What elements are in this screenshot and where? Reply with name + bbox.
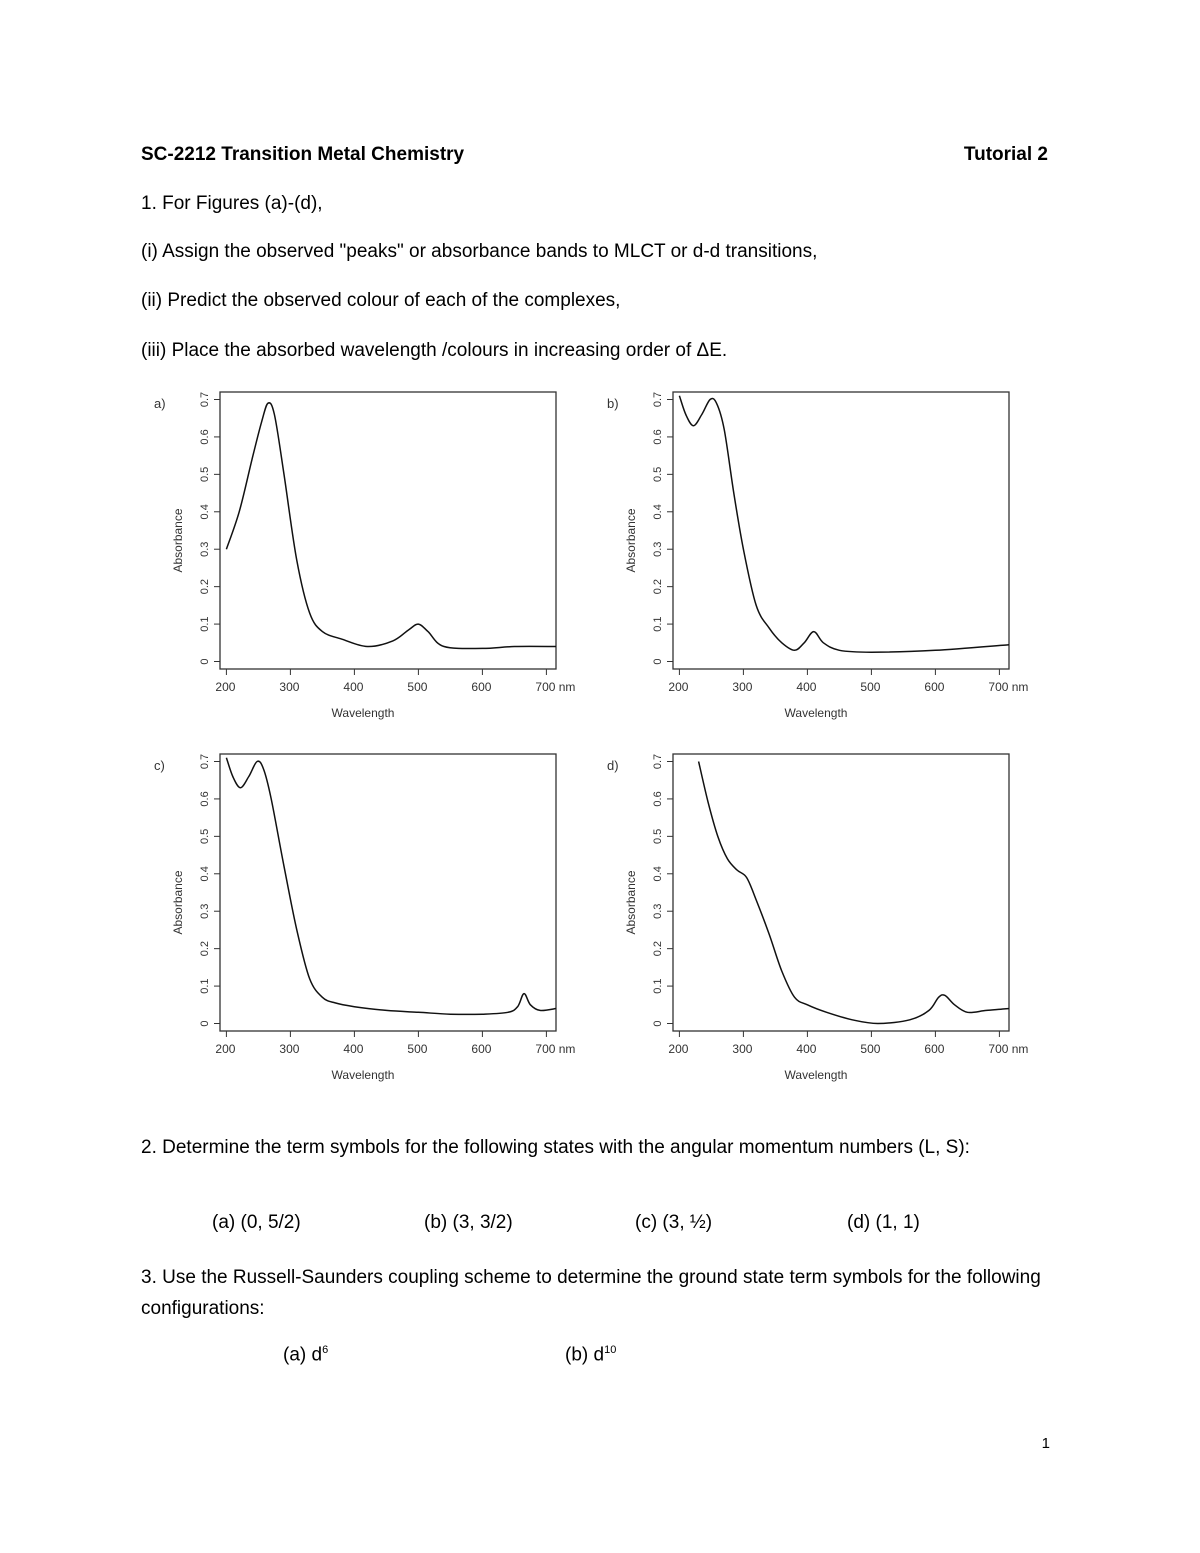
question-3-option-b (565, 1344, 616, 1366)
y-tick-label: 0.1 (652, 616, 664, 632)
y-axis-label: Absorbance (624, 870, 638, 935)
x-tick-label: 400 (796, 1042, 817, 1056)
x-tick-label: 200 (215, 680, 236, 694)
x-tick-label: 500 (407, 680, 428, 694)
y-tick-label: 0 (652, 658, 664, 665)
question-2-option-d: (d) (1, 1) (847, 1212, 920, 1233)
y-tick-label: 0 (199, 658, 211, 665)
absorbance-chart-b (603, 388, 1033, 728)
y-tick-label: 0.5 (652, 466, 664, 482)
question-1-part-ii: (ii) Predict the observed colour of each of the complexes, (141, 290, 621, 311)
question-3-text: 3. Use the Russell-Saunders coupling scheme to determine the ground state term symbols for the following configurations: (141, 1267, 1041, 1319)
absorbance-chart-a (150, 388, 580, 728)
y-tick-label: 0.1 (652, 978, 664, 994)
chart-svg (150, 388, 580, 728)
x-tick-label: 700 nm (988, 680, 1029, 694)
y-tick-label: 0.2 (652, 579, 664, 595)
chart-svg (603, 750, 1033, 1090)
y-tick-label: 0.5 (652, 828, 664, 844)
y-tick-label: 0.6 (652, 791, 664, 807)
y-tick-label: 0.2 (199, 579, 211, 595)
question-2-text: 2. Determine the term symbols for the following states with the angular momentum numbers (L, S): (141, 1137, 970, 1158)
y-tick-label: 0.7 (199, 391, 211, 408)
absorbance-series-line (226, 403, 556, 649)
x-tick-label: 600 (471, 1042, 492, 1056)
x-tick-label: 400 (796, 680, 817, 694)
x-axis-label: Wavelength (784, 1068, 848, 1082)
y-axis-label: Absorbance (171, 508, 185, 573)
y-tick-label: 0.5 (199, 466, 211, 482)
x-tick-label: 300 (732, 680, 753, 694)
y-tick-label: 0.4 (199, 504, 211, 520)
x-tick-label: 700 nm (988, 1042, 1029, 1056)
x-tick-label: 200 (668, 680, 689, 694)
y-tick-label: 0.7 (652, 391, 664, 408)
panel-label: c) (154, 758, 165, 773)
y-tick-label: 0.3 (199, 903, 211, 919)
question-3-option-b-label: (b) d (565, 1344, 605, 1366)
x-axis-label: Wavelength (784, 706, 848, 720)
tutorial-label: Tutorial 2 (963, 144, 1048, 165)
x-tick-label: 600 (924, 680, 945, 694)
question-1-intro: 1. For Figures (a)-(d), (141, 193, 323, 214)
question-2-option-a: (a) (0, 5/2) (212, 1212, 301, 1233)
y-tick-label: 0.5 (199, 828, 211, 844)
y-tick-label: 0.3 (652, 903, 664, 919)
chart-svg (603, 388, 1033, 728)
x-tick-label: 600 (924, 1042, 945, 1056)
y-tick-label: 0.6 (199, 429, 211, 445)
x-tick-label: 500 (407, 1042, 428, 1056)
question-1-part-i: (i) Assign the observed "peaks" or absorbance bands to MLCT or d-d transitions, (141, 241, 818, 262)
x-tick-label: 700 nm (535, 1042, 576, 1056)
plot-frame (673, 754, 1009, 1031)
x-tick-label: 400 (343, 680, 364, 694)
y-tick-label: 0.2 (652, 941, 664, 957)
question-2-option-b: (b) (3, 3/2) (424, 1212, 513, 1233)
plot-frame (220, 392, 556, 669)
panel-label: a) (154, 396, 166, 411)
course-title: SC-2212 Transition Metal Chemistry (141, 144, 465, 165)
absorbance-chart-c (150, 750, 580, 1090)
y-tick-label: 0.1 (199, 978, 211, 994)
absorbance-chart-d (603, 750, 1033, 1090)
x-tick-label: 300 (279, 1042, 300, 1056)
panel-label: b) (607, 396, 619, 411)
y-tick-label: 0.4 (652, 504, 664, 520)
x-tick-label: 200 (215, 1042, 236, 1056)
question-3-option-a-superscript: 6 (322, 1344, 329, 1356)
question-3-option-a-label: (a) d (283, 1344, 323, 1366)
question-3-option-a (283, 1344, 328, 1366)
question-3-option-b-superscript: 10 (604, 1344, 617, 1356)
x-tick-label: 500 (860, 680, 881, 694)
x-axis-label: Wavelength (331, 1068, 395, 1082)
y-tick-label: 0.7 (199, 753, 211, 770)
y-tick-label: 0.3 (199, 541, 211, 557)
chart-svg (150, 750, 580, 1090)
x-axis-label: Wavelength (331, 706, 395, 720)
x-tick-label: 500 (860, 1042, 881, 1056)
y-axis-label: Absorbance (171, 870, 185, 935)
x-tick-label: 300 (732, 1042, 753, 1056)
panel-label: d) (607, 758, 619, 773)
question-2-option-c: (c) (3, ½) (635, 1212, 713, 1233)
y-axis-label: Absorbance (624, 508, 638, 573)
y-tick-label: 0.1 (199, 616, 211, 632)
x-tick-label: 300 (279, 680, 300, 694)
plot-frame (673, 392, 1009, 669)
y-tick-label: 0 (652, 1020, 664, 1027)
y-tick-label: 0 (199, 1020, 211, 1027)
absorbance-series-line (679, 396, 1009, 653)
x-tick-label: 600 (471, 680, 492, 694)
x-tick-label: 700 nm (535, 680, 576, 694)
question-1-part-iii: (iii) Place the absorbed wavelength /colours in increasing order of ΔE. (141, 340, 728, 361)
absorbance-series-line (226, 758, 556, 1015)
page-number: 1 (1041, 1435, 1050, 1452)
y-tick-label: 0.6 (652, 429, 664, 445)
x-tick-label: 200 (668, 1042, 689, 1056)
y-tick-label: 0.3 (652, 541, 664, 557)
y-tick-label: 0.2 (199, 941, 211, 957)
y-tick-label: 0.6 (199, 791, 211, 807)
y-tick-label: 0.7 (652, 753, 664, 770)
x-tick-label: 400 (343, 1042, 364, 1056)
y-tick-label: 0.4 (652, 866, 664, 882)
absorbance-series-line (699, 762, 1009, 1024)
y-tick-label: 0.4 (199, 866, 211, 882)
